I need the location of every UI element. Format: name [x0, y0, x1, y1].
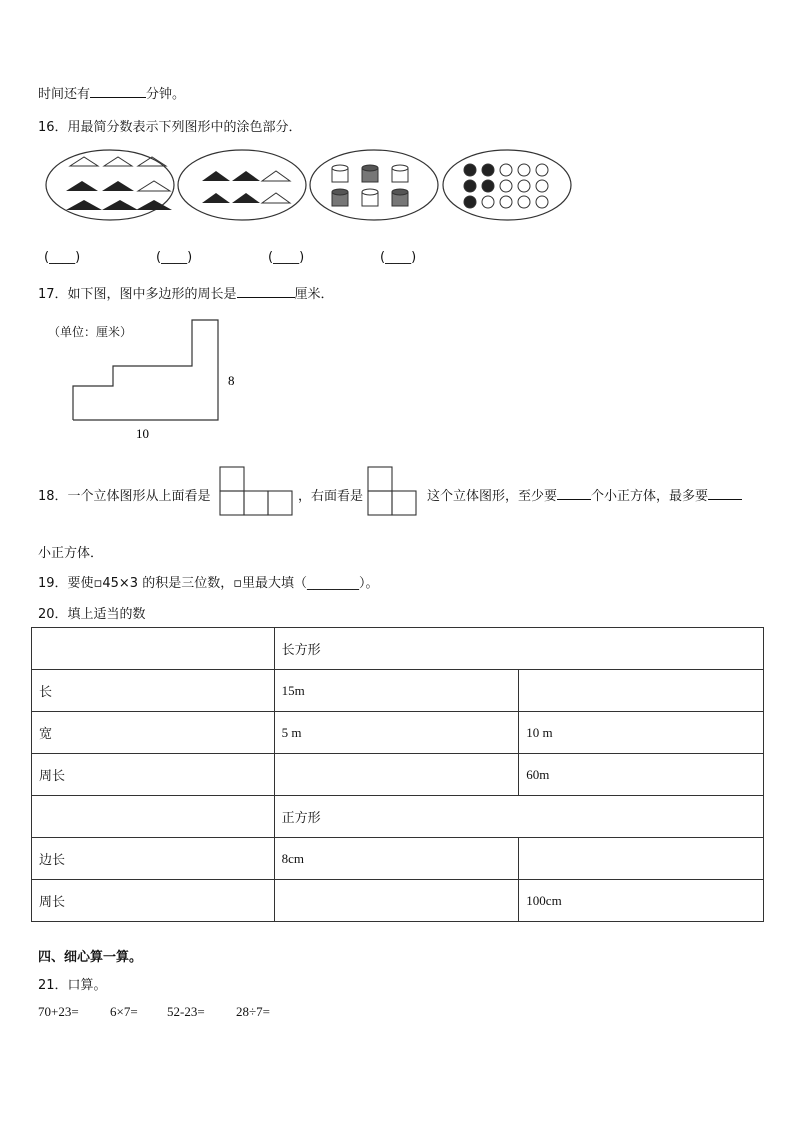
q15-tail — [38, 83, 185, 102]
table-cell: 5 m — [274, 712, 519, 754]
q18-part3-line — [427, 485, 742, 504]
q18-blank-min[interactable] — [557, 487, 591, 500]
section4-title: 四、细心算一算。 — [38, 950, 143, 965]
table-row — [32, 880, 764, 922]
table-cell: 10 m — [519, 712, 764, 754]
q16-answer-2[interactable]: (____) — [156, 250, 193, 265]
q18-part3: 这个立体图形，至少要 — [427, 489, 558, 504]
row-label: 宽 — [32, 712, 275, 754]
table-row — [32, 796, 764, 838]
q19-question: 19．要使▫45×3 的积是三位数，▫里最大填（________）。 — [38, 576, 379, 591]
cylinder-group-figure — [310, 150, 438, 220]
q18-part2: ，右面看是 — [298, 489, 364, 504]
q16-figures — [40, 146, 580, 226]
table-cell: 60m — [519, 754, 764, 796]
q16-answer-3[interactable]: (____) — [268, 250, 305, 265]
table-row — [32, 838, 764, 880]
table-cell-empty — [32, 628, 275, 670]
table-row — [32, 628, 764, 670]
right-view-figure — [367, 466, 419, 518]
triangle-row-figure — [178, 150, 306, 220]
q18-blank-max[interactable] — [708, 487, 742, 500]
q15-text-after: 分钟。 — [146, 87, 186, 102]
q21-item-3: 52-23= — [167, 1004, 205, 1019]
table-cell: 8cm — [274, 838, 519, 880]
table-cell: 100cm — [519, 880, 764, 922]
q17-text-after: 厘米． — [294, 287, 334, 302]
q20-question: 20．填上适当的数 — [38, 607, 146, 622]
q21-item-2: 6×7= — [110, 1004, 138, 1019]
q15-text-before: 时间还有 — [38, 87, 91, 102]
table-cell-answer[interactable] — [519, 838, 764, 880]
table-cell-answer[interactable] — [519, 670, 764, 712]
q18-line2: 小正方体． — [38, 546, 104, 561]
q17-text-before: 17．如下图，图中多边形的周长是 — [38, 287, 237, 302]
table-row — [32, 754, 764, 796]
q17-polygon-figure — [60, 316, 260, 446]
q17-height-label: 8 — [228, 373, 235, 388]
q17-question — [38, 283, 334, 302]
q17-width-label: 10 — [136, 426, 149, 441]
row-label: 边长 — [32, 838, 275, 880]
q16-answer-4[interactable]: (____) — [380, 250, 417, 265]
table-cell-empty — [32, 796, 275, 838]
square-header: 正方形 — [274, 796, 763, 838]
q18-part4: 个小正方体，最多要 — [591, 489, 709, 504]
table-row — [32, 670, 764, 712]
table-row — [32, 712, 764, 754]
q17-blank[interactable] — [237, 285, 295, 298]
row-label: 周长 — [32, 880, 275, 922]
q17-unit-note: （单位：厘米） — [48, 325, 133, 339]
row-label: 周长 — [32, 754, 275, 796]
q15-blank[interactable] — [90, 85, 146, 98]
q16-answer-1[interactable]: (____) — [44, 250, 81, 265]
staircase-polygon — [73, 320, 218, 420]
rect-header: 长方形 — [274, 628, 763, 670]
q18-part1: 18．一个立体图形从上面看是 — [38, 489, 211, 504]
table-cell-answer[interactable] — [274, 880, 519, 922]
q20-table — [31, 627, 764, 922]
row-label: 长 — [32, 670, 275, 712]
circle-group-figure — [443, 150, 571, 220]
q21-item-1: 70+23= — [38, 1004, 79, 1019]
q21-question: 21．口算。 — [38, 978, 107, 993]
table-cell: 15m — [274, 670, 519, 712]
triangle-group-figure — [46, 150, 174, 220]
top-view-figure — [219, 466, 295, 516]
q16-question: 16．用最简分数表示下列图形中的涂色部分． — [38, 120, 302, 135]
q21-item-4: 28÷7= — [236, 1004, 270, 1019]
table-cell-answer[interactable] — [274, 754, 519, 796]
